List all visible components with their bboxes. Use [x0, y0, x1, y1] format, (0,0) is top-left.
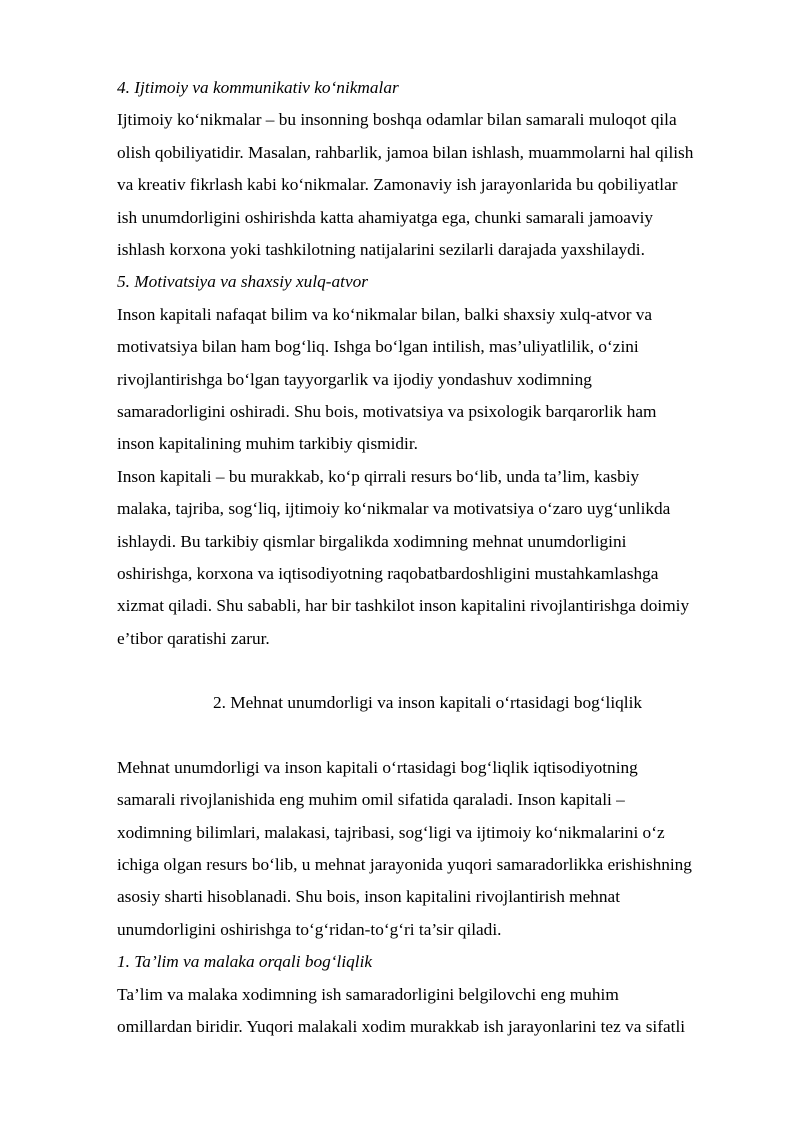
paragraph-line: xizmat qiladi. Shu sababli, har bir tashkilot inson kapitalini rivojlantirishga doimiy: [117, 596, 690, 615]
paragraph-line: motivatsiya bilan ham bog‘liq. Ishga bo‘lgan intilish, mas’uliyatlilik, o‘zini: [117, 337, 639, 356]
paragraph-line: ichiga olgan resurs bo‘lib, u mehnat jarayonida yuqori samaradorlikka erishishning: [117, 855, 692, 874]
paragraph-line: e’tibor qaratishi zarur.: [117, 629, 270, 648]
paragraph-line: rivojlantirishga bo‘lgan tayyorgarlik va ijodiy yondashuv xodimning: [117, 370, 592, 389]
paragraph-line: samarali rivojlanishida eng muhim omil sifatida qaraladi. Inson kapitali –: [117, 790, 625, 809]
paragraph-line: va kreativ fikrlash kabi ko‘nikmalar. Zamonaviy ish jarayonlarida bu qobiliyatlar: [117, 175, 678, 194]
paragraph-line: Ijtimoiy ko‘nikmalar – bu insonning boshqa odamlar bilan samarali muloqot qila: [117, 110, 677, 129]
paragraph-line: Inson kapitali nafaqat bilim va ko‘nikmalar bilan, balki shaxsiy xulq-atvor va: [117, 305, 653, 324]
paragraph-line: ishlash korxona yoki tashkilotning natijalarini sezilarli darajada yaxshilaydi.: [117, 240, 645, 259]
paragraph-line: ishlaydi. Bu tarkibiy qismlar birgalikda xodimning mehnat unumdorligini: [117, 532, 627, 551]
subheading-education: 1. Ta’lim va malaka orqali bog‘liqlik: [117, 952, 373, 971]
paragraph-line: Mehnat unumdorligi va inson kapitali o‘rtasidagi bog‘liqlik iqtisodiyotning: [117, 758, 638, 777]
section-heading: 2. Mehnat unumdorligi va inson kapitali o‘rtasidagi bog‘liqlik: [212, 693, 643, 712]
paragraph-line: Inson kapitali – bu murakkab, ko‘p qirrali resurs bo‘lib, unda ta’lim, kasbiy: [117, 467, 640, 486]
paragraph-line: samaradorligini oshiradi. Shu bois, motivatsiya va psixologik barqarorlik ham: [117, 402, 657, 421]
paragraph-line: Ta’lim va malaka xodimning ish samaradorligini belgilovchi eng muhim: [117, 985, 619, 1004]
paragraph-line: ish unumdorligini oshirishda katta ahamiyatga ega, chunki samarali jamoaviy: [117, 208, 654, 227]
paragraph-line: asosiy sharti hisoblanadi. Shu bois, inson kapitalini rivojlantirish mehnat: [117, 887, 621, 906]
paragraph-line: unumdorligini oshirishga to‘g‘ridan-to‘g‘ri ta’sir qiladi.: [117, 920, 502, 939]
paragraph-line: malaka, tajriba, sog‘liq, ijtimoiy ko‘nikmalar va motivatsiya o‘zaro uyg‘unlikda: [117, 499, 671, 518]
subheading-motivation: 5. Motivatsiya va shaxsiy xulq-atvor: [117, 272, 369, 291]
subheading-social-skills: 4. Ijtimoiy va kommunikativ ko‘nikmalar: [117, 78, 399, 97]
paragraph-line: olish qobiliyatidir. Masalan, rahbarlik, jamoa bilan ishlash, muammolarni hal qilish: [117, 143, 694, 162]
paragraph-line: oshirishga, korxona va iqtisodiyotning raqobatbardoshligini mustahkamlashga: [117, 564, 659, 583]
paragraph-line: xodimning bilimlari, malakasi, tajribasi, sog‘ligi va ijtimoiy ko‘nikmalarini o‘z: [117, 823, 665, 842]
paragraph-line: omillardan biridir. Yuqori malakali xodim murakkab ish jarayonlarini tez va sifatli: [117, 1017, 686, 1036]
paragraph-line: inson kapitalining muhim tarkibiy qismidir.: [117, 434, 418, 453]
